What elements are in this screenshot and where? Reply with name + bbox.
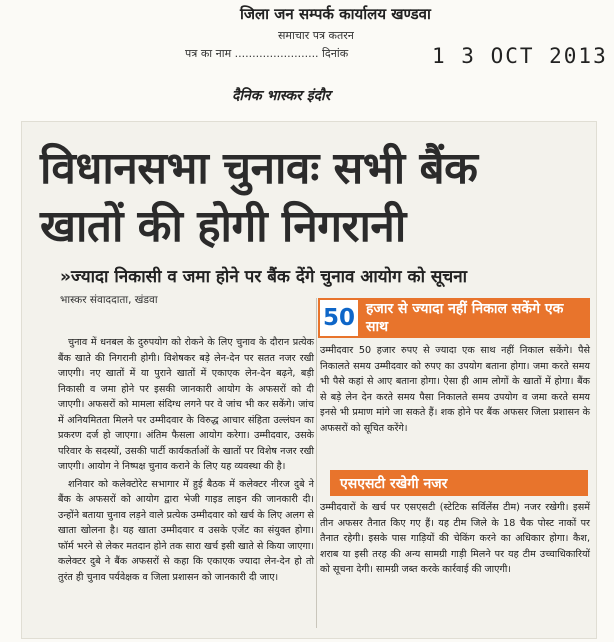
clipping-date: 1 3 OCT 2013: [432, 44, 608, 68]
paragraph: चुनाव में धनबल के दुरुपयोग को रोकने के लिए चुनाव के दौरान प्रत्येक बैंक खाते की निगरानी होगी। विशेषकर बड़े लेन-देन पर सतत नजर रखी जाएगी। नए खातों में या पुराने खातों में एकाएक लेन-देन बढ़ने, बड़ी निकासी व जमा होने पर इसकी जानकारी आयोग के अफसरों को दी जाएगी। अफसरों को मामला संदिग्ध लगने पर वे जांच भी कर सकेंगे। जांच में अनियमितता मिलने पर उम्मीदवार के विरुद्ध आचार संहिता उल्लंघन का प्रकरण दर्ज हो जाएगा। अंतिम फैसला आयोग करेगा। उम्मीदवार, उसके परिवार के सदस्यों, उसकी पार्टी कार्यकर्ताओं के खातों पर विशेष नजर रखी जाएगी। आयोग ने निष्पक्ष चुनाव कराने के लिए यह व्यवस्था की है।: [58, 337, 314, 472]
subheadline: »ज्यादा निकासी व जमा होने पर बैंक देंगे चुनाव आयोग को सूचना: [60, 267, 468, 287]
paragraph: शनिवार को कलेक्टोरेट सभागार में हुई बैठक में कलेक्टर नीरज दुबे ने बैंक के अफसरों को आयोग द्वारा भेजी गाइड लाइन की जानकारी दी। उन्होंने बताया चुनाव लड़ने वाले प्रत्येक उम्मीदवार को खर्च के लिए अलग से खाता खोलना है। यह खाता उम्मीदवार व उसके एजेंट का संयुक्त होगा। फॉर्म भरने से लेकर मतदान होने तक सारा खर्च इसी खाते से किया जाएगा। कलेक्टर दुबे ने बैंक अफसरों से कहा कि एकाएक ज्यादा लेन-देन हो तो तुरंत ही चुनाव पर्यवेक्षक व जिला प्रशासन को जानकारी दी जाए।: [58, 478, 314, 583]
infobox2-title: एसएसटी रखेगी नजर: [340, 476, 448, 492]
headline: विधानसभा चुनावः सभी बैंक खातों की होगी निगरानी: [40, 143, 478, 252]
newspaper-name: दैनिक भास्कर इंदौर: [232, 88, 331, 104]
infobox-number: 50: [320, 300, 358, 336]
article-column-left: [58, 335, 314, 587]
infobox2-text: उम्मीदवारों के खर्च पर एसएसटी (स्टेटिक सर्विलेंस टीम) नजर रखेगी। इसमें तीन अफसर तैनात किए गए हैं। यह टीम जिले के 18 चैक पोस्ट नाकों पर तैनात रहेगी। इसके पास गाड़ियों की चेकिंग करने का अधिकार होगा। कैश, शराब या इसी तरह की अन्य सामग्री गाड़ी मिलने पर यह टीम उच्चाधिकारियों को सूचना देगी। सामग्री जब्त करके कार्रवाई की जाएगी।: [320, 502, 590, 575]
office-name: जिला जन सम्पर्क कार्यालय खण्डवा: [240, 5, 431, 23]
clipping-section: समाचार पत्र कतरन: [278, 29, 354, 42]
byline: भास्कर संवाददाता, खंडवा: [60, 294, 158, 306]
infobox-title: हजार से ज्यादा नहीं निकाल सकेंगे एक साथ: [366, 301, 564, 335]
clipping-stamp: [0, 0, 614, 120]
paper-name-label: पत्र का नाम ........................ दिनांक: [185, 47, 349, 60]
column-divider: [316, 298, 317, 628]
infobox-text: उम्मीदवार 50 हजार रुपए से ज्यादा एक साथ नहीं निकाल सकेंगे। पैसे निकालते समय उम्मीदवार को रुपए का उपयोग बताना होगा। जमा करते समय भी पैसे कहां से आए बताना होगा। ऐसा ही आम लोगों के खातों में होगा। बैंक से बड़े लेन देन करते समय पैसा निकालते समय उपयोग व जमा करते समय इनसे भी प्रमाण मांगे जा सकते हैं। शक होने पर बैंक अफसर जिला प्रशासन के अफसरों को सूचित करेंगे।: [320, 345, 590, 434]
